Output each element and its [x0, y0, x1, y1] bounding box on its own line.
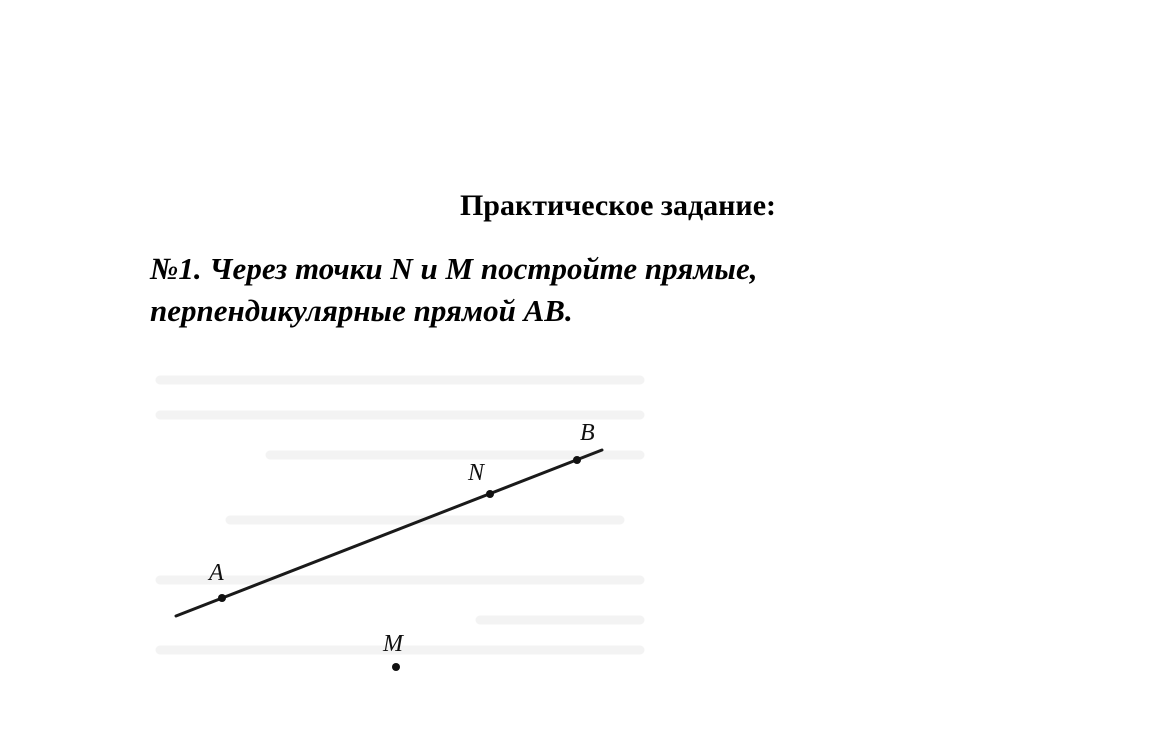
- line-ab: [176, 450, 602, 616]
- label-a: A: [209, 560, 224, 586]
- point-m: [392, 663, 400, 671]
- label-n: N: [468, 460, 485, 486]
- point-a: [218, 594, 226, 602]
- label-b: B: [580, 420, 595, 446]
- task-line-2: перпендикулярные прямой AB.: [150, 293, 573, 328]
- faint-background-text: [160, 380, 640, 650]
- label-m: M: [383, 631, 403, 657]
- point-b: [573, 456, 581, 464]
- task-line-1: №1. Через точки N и M постройте прямые,: [150, 251, 758, 286]
- point-n: [486, 490, 494, 498]
- assignment-heading: Практическое задание:: [459, 189, 777, 222]
